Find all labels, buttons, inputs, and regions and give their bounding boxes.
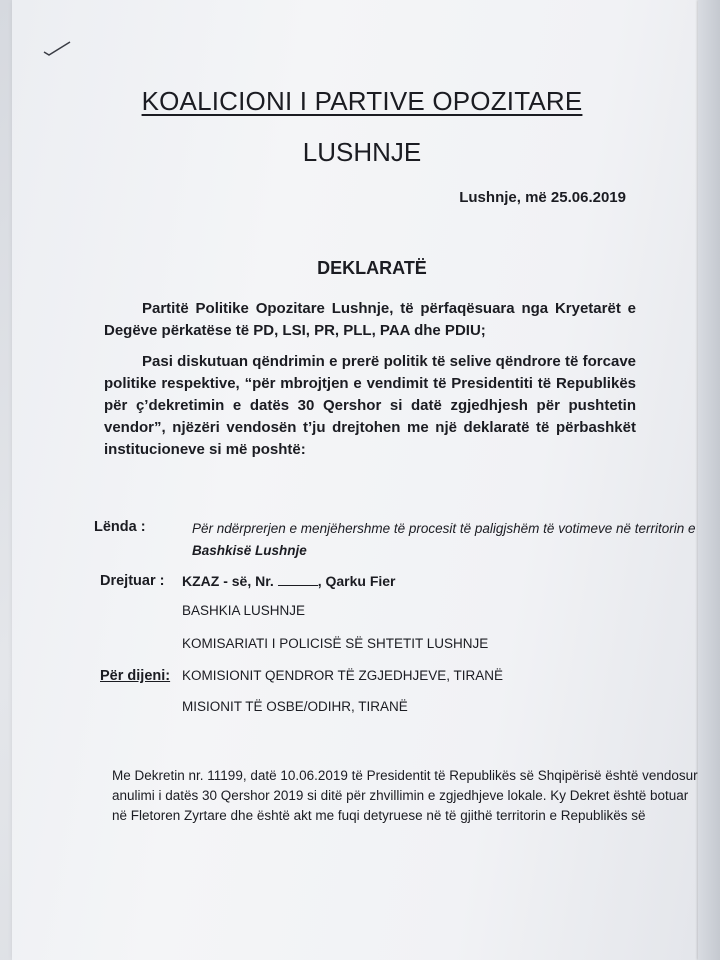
cc-recipient-cec: KOMISIONIT QENDROR TË ZGJEDHJEVE, TIRANË [182,668,504,683]
recipient-kzaz-suffix: , Qarku Fier [317,573,396,589]
subject-line-2: Bashkisë Lushnje [192,543,307,558]
underlying-page-edge [698,0,720,960]
recipient-kzaz-prefix: KZAZ - së, Nr. [182,573,274,589]
body-line-3: në Fletoren Zyrtare dhe është akt me fuqi detyruese në të gjithë territorin e Republikës së [112,808,646,823]
subject-label: Lënda : [94,519,146,535]
body-line-2: anulimi i datës 30 Qershor 2019 si ditë për zhvillimin e zgjedhjeve lokale. Ky Dekret është botuar [112,788,689,803]
intro-line-2: Degëve përkatëse të PD, LSI, PR, PLL, PAA dhe PDIU; [104,322,486,339]
decision-line-3: ç’dekretimin e datës 30 Qershor si datë zgjedhjesh për pushtetin vendor”, [104,397,636,436]
document-page [12,0,712,960]
intro-line-1: Partitë Politike Opozitare Lushnje, të përfaqësuara nga Kryetarët e [142,300,636,317]
declaration-title: DEKLARATË [317,258,427,278]
decision-line-4: njëzëri vendosën t’ju drejtohen me një deklaratë të përbashkët institucioneve si [104,419,636,458]
recipient-police: KOMISARIATI I POLICISË SË SHTETIT LUSHNJE [182,636,489,651]
body-line-1: Me Dekretin nr. 11199, datë 10.06.2019 të Presidentit të Republikës së Shqipërisë është vendosur [112,768,698,783]
subject-line-1: Për ndërprerjen e menjëhershme të procesit të paligjshëm të votimeve në territorin e [192,521,696,536]
intro-paragraph [104,298,636,342]
decision-line-5: më poshtë: [225,441,306,458]
document-date: Lushnje, më 25.06.2019 [459,189,626,206]
subject-text [192,518,696,562]
number-blank [278,573,318,586]
decision-line-2: politike respektive, “për mbrojtjen e vendimit të Presidentiti të Republikës për [104,375,636,414]
decision-paragraph [104,351,636,461]
recipient-kzaz [182,573,396,589]
decision-line-1: Pasi diskutuan qëndrimin e prerë politik të selive qëndrore të forcave [142,353,636,370]
cc-label: Për dijeni: [100,668,171,684]
check-mark-icon [42,40,72,56]
coalition-heading: KOALICIONI I PARTIVE OPOZITARE [141,86,583,116]
addressed-label: Drejtuar : [100,573,165,589]
cc-recipient-osce: MISIONIT TË OSBE/ODIHR, TIRANË [182,699,408,714]
body-paragraph [112,766,698,826]
recipient-municipality: BASHKIA LUSHNJE [182,603,306,618]
city-heading: LUSHNJE [302,137,422,167]
